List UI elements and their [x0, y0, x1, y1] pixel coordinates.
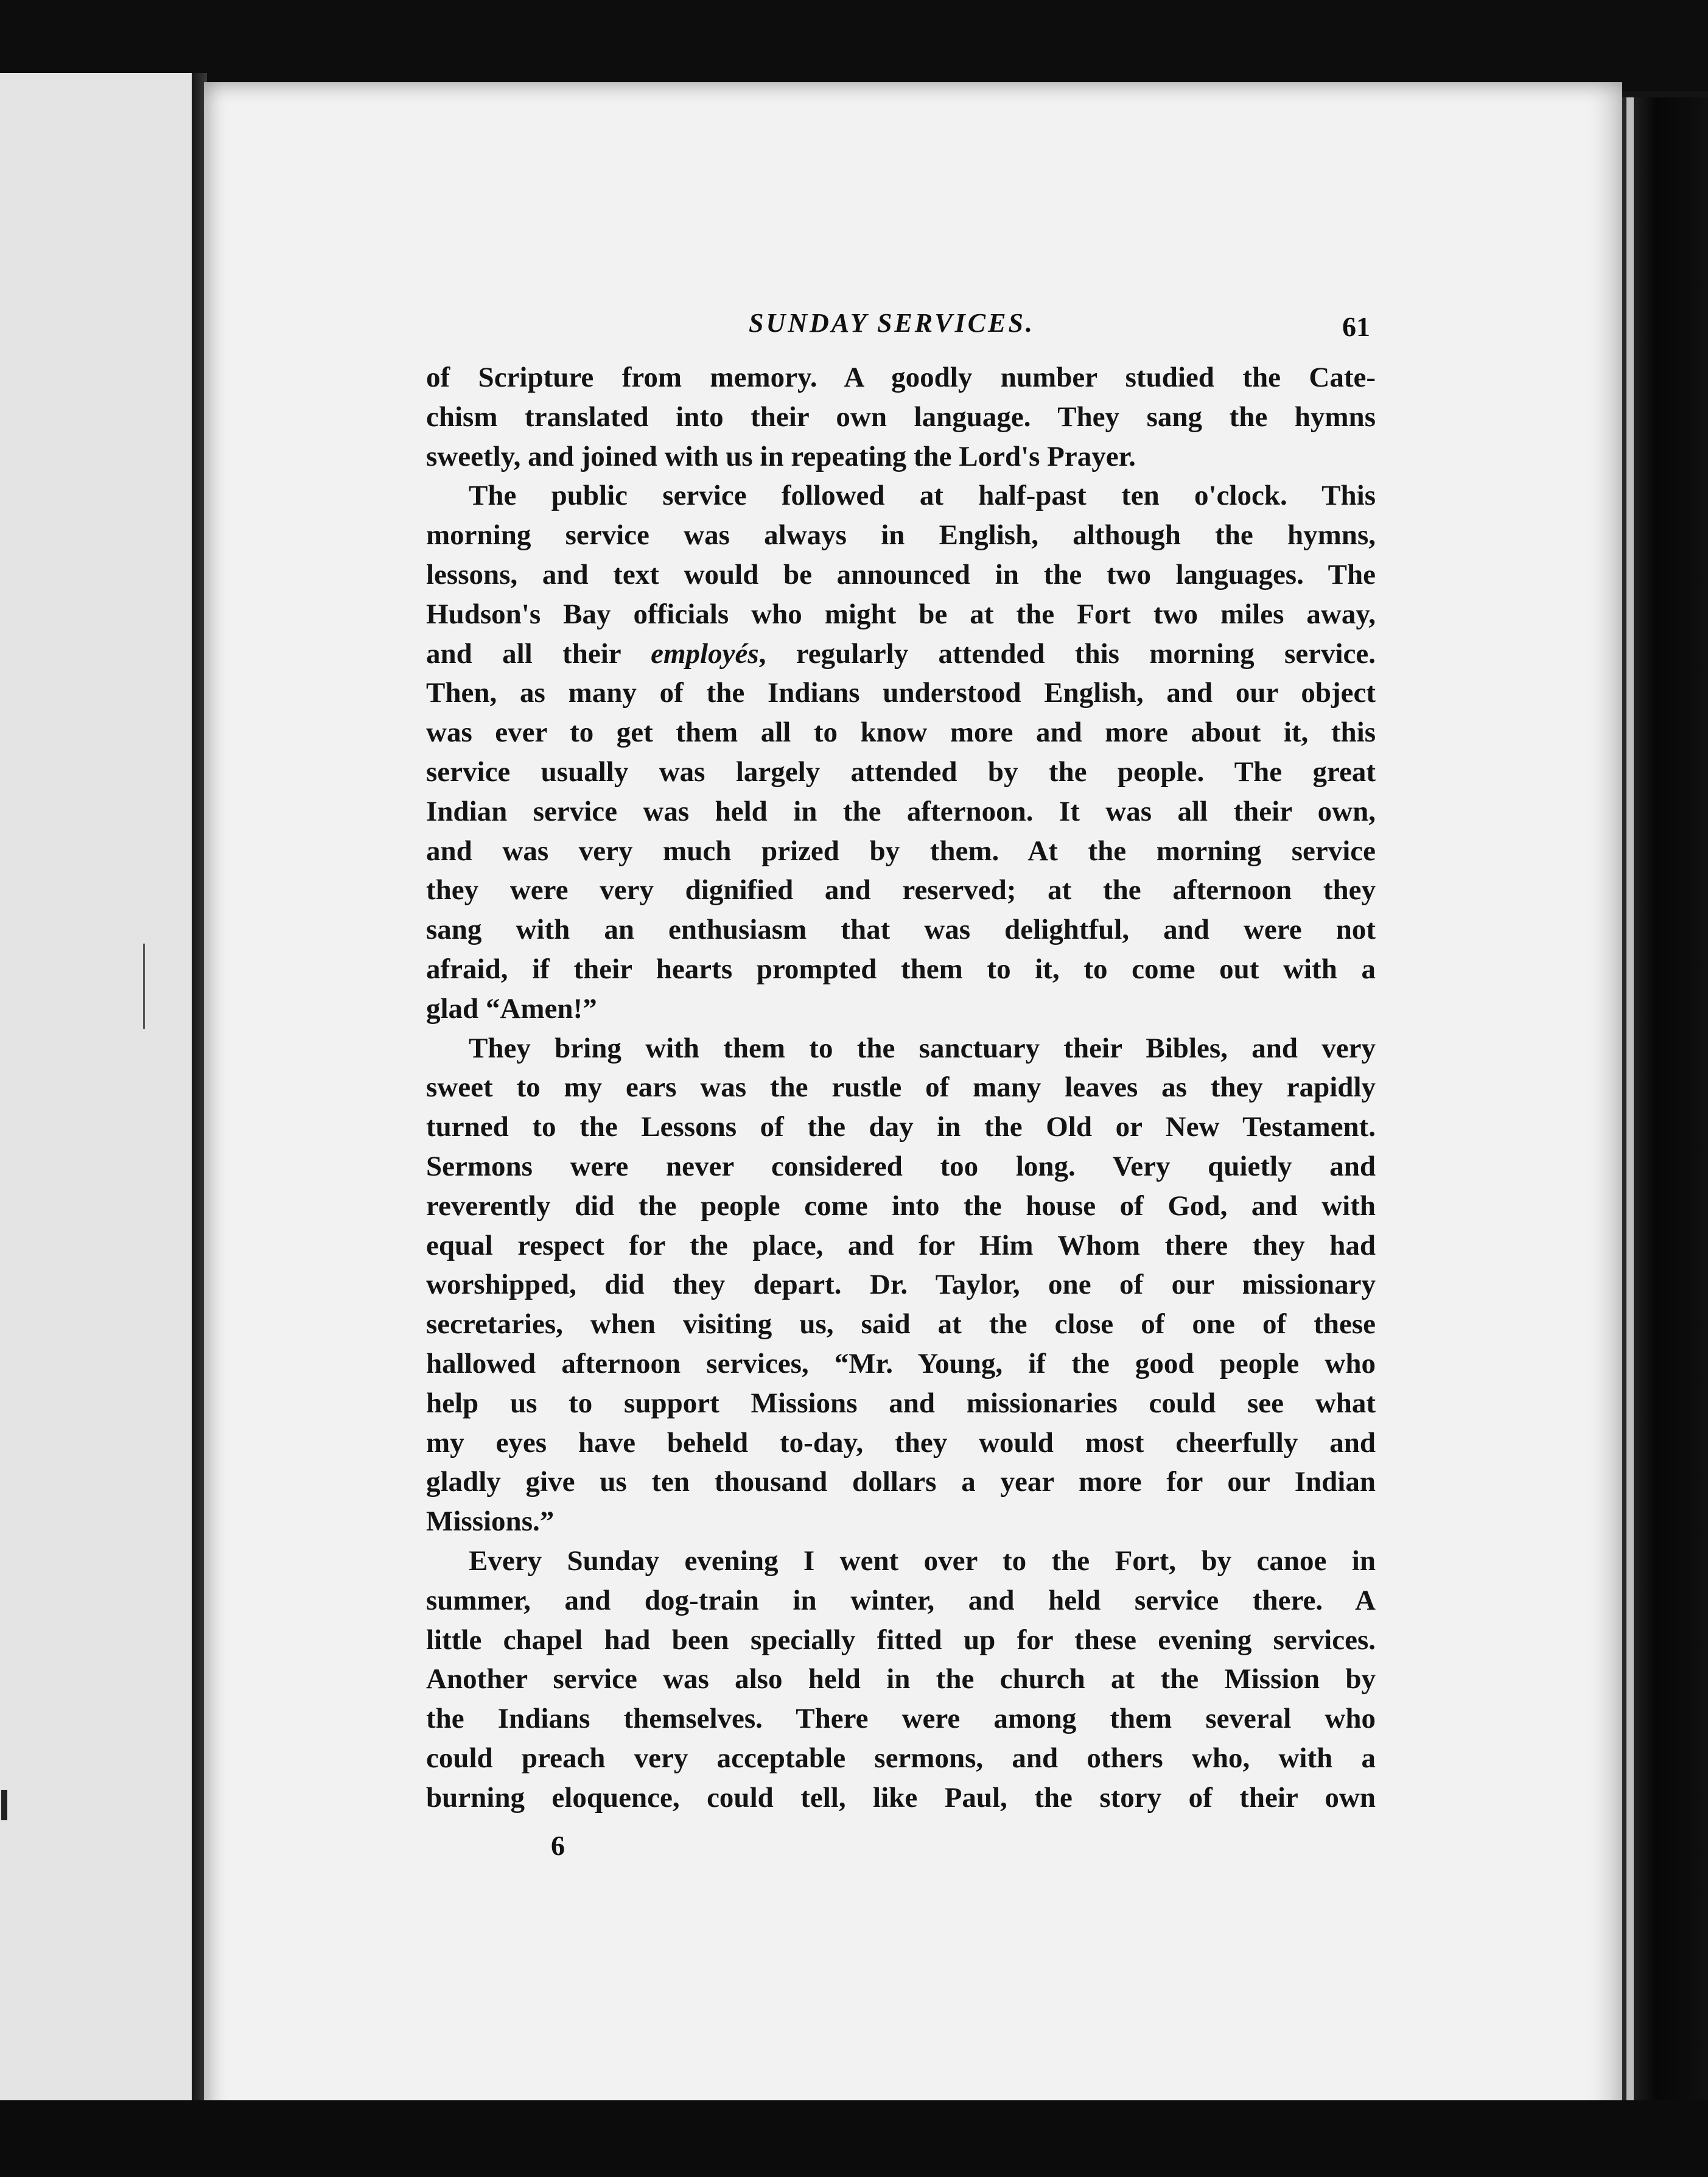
- text-line: worshipped, did they depart. Dr. Taylor, one of our missionary: [426, 1269, 1376, 1301]
- text-line: Then, as many of the Indians understood English, and our object: [426, 677, 1376, 709]
- page-mark: [143, 944, 145, 1029]
- text-line: The public service followed at half-past ten o'clock. This: [469, 480, 1376, 512]
- text-line: Indian service was held in the afternoon. It was all their own,: [426, 795, 1376, 827]
- signature-mark: 6: [551, 1830, 565, 1861]
- running-head: SUNDAY SERVICES.: [749, 308, 1035, 338]
- text-line: of Scripture from memory. A goodly number studied the Cate-: [426, 362, 1376, 393]
- text-line: service usually was largely attended by the people. The great: [426, 755, 1376, 788]
- text-line: lessons, and text would be announced in the two languages. The: [426, 558, 1376, 591]
- text-line: Sermons were never considered too long. Very quietly and: [426, 1150, 1376, 1182]
- text-line: burning eloquence, could tell, like Paul, the story of their own: [426, 1781, 1376, 1814]
- text-line: gladly give us ten thousand dollars a year more for our Indian: [426, 1466, 1376, 1498]
- scan-background-bottom: [0, 2100, 1708, 2177]
- text-line: they were very dignified and reserved; at the afternoon they: [426, 874, 1376, 906]
- text-line: They bring with them to the sanctuary their Bibles, and very: [469, 1032, 1376, 1064]
- text-line: Every Sunday evening I went over to the Fort, by canoe in: [469, 1544, 1376, 1577]
- text-line: Hudson's Bay officials who might be at the Fort two miles away,: [426, 598, 1376, 630]
- text-line: chism translated into their own language. They sang the hymns: [426, 401, 1376, 433]
- text-line: and all their employés, regularly attended this morning service.: [426, 637, 1376, 670]
- text-line: could preach very acceptable sermons, and others who, with a: [426, 1742, 1376, 1774]
- book-edge-right: [1622, 97, 1708, 2177]
- text-line: was ever to get them all to know more and more about it, this: [426, 717, 1376, 749]
- text-line: secretaries, when visiting us, said at the close of one of these: [426, 1308, 1376, 1341]
- text-line: reverently did the people come into the house of God, and with: [426, 1190, 1376, 1222]
- scan-background-top: [0, 0, 1708, 91]
- page-number: 61: [1342, 311, 1370, 342]
- text-line: summer, and dog-train in winter, and held service there. A: [426, 1584, 1376, 1616]
- text-line: hallowed afternoon services, “Mr. Young, if the good people who: [426, 1347, 1376, 1379]
- text-line: turned to the Lessons of the day in the Old or New Testament.: [426, 1111, 1376, 1143]
- text-line: little chapel had been specially fitted up for these evening services.: [426, 1624, 1376, 1656]
- text-line: afraid, if their hearts prompted them to it, to come out with a: [426, 953, 1376, 985]
- text-line: the Indians themselves. There were among them several who: [426, 1703, 1376, 1735]
- text-line: morning service was always in English, although the hymns,: [426, 519, 1376, 552]
- text-line: sang with an enthusiasm that was delightful, and were not: [426, 914, 1376, 946]
- text-line: equal respect for the place, and for Him Whom there they had: [426, 1229, 1376, 1261]
- text-line: my eyes have beheld to-day, they would most cheerfully and: [426, 1426, 1376, 1459]
- text-line: sweetly, and joined with us in repeating the Lord's Prayer.: [426, 440, 1136, 472]
- text-line: help us to support Missions and missionaries could see what: [426, 1387, 1376, 1419]
- text-line: Another service was also held in the church at the Mission by: [426, 1663, 1376, 1695]
- facing-page-left: [0, 73, 198, 2100]
- body-text: [426, 358, 1376, 1817]
- page-mark: [1, 1790, 7, 1820]
- text-line: sweet to my ears was the rustle of many leaves as they rapidly: [426, 1071, 1376, 1104]
- text-line: Missions.”: [426, 1506, 555, 1538]
- text-line: glad “Amen!”: [426, 992, 597, 1025]
- page-edge-strip: [1626, 97, 1634, 2155]
- text-line: and was very much prized by them. At the morning service: [426, 835, 1376, 867]
